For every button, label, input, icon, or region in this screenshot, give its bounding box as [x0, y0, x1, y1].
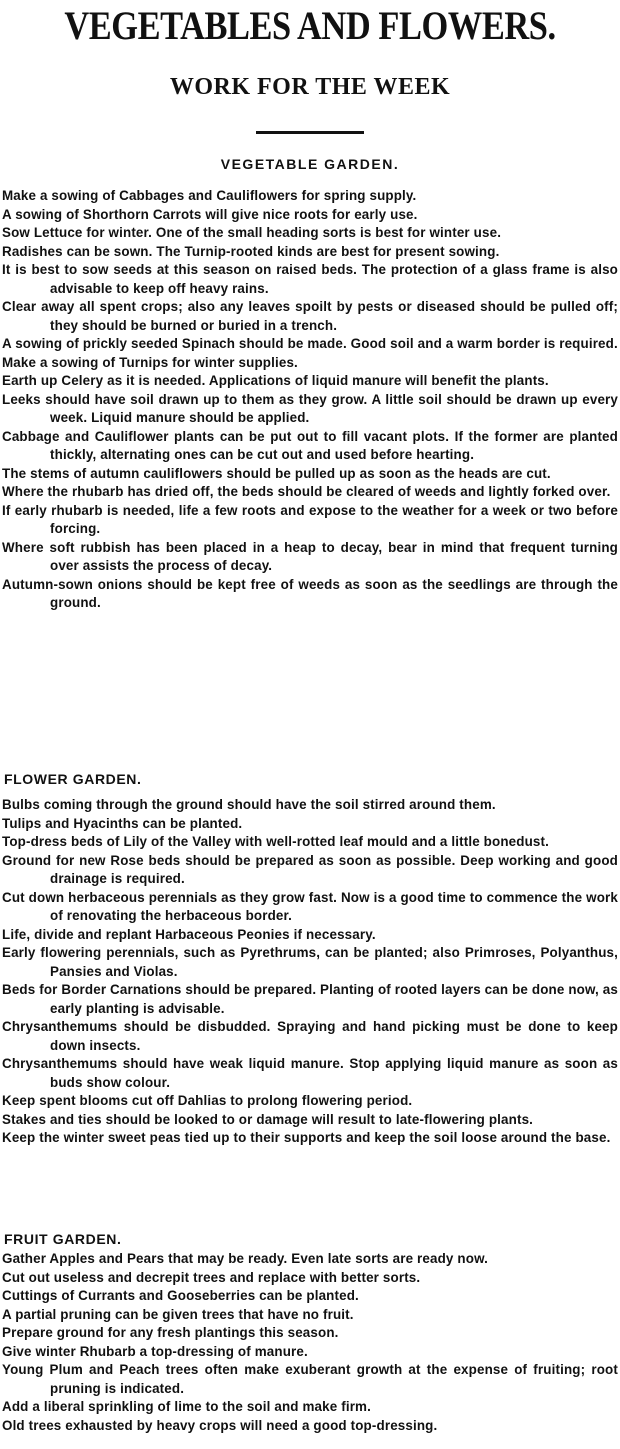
list-item: Keep the winter sweet peas tied up to their supports and keep the soil loose around the base. — [2, 1130, 611, 1145]
list-item: Add a liberal sprinkling of lime to the soil and make firm. — [2, 1399, 371, 1414]
list-item: Top-dress beds of Lily of the Valley with well-rotted leaf mould and a little bonedust. — [2, 834, 549, 849]
list-item: Cuttings of Currants and Gooseberries can be planted. — [2, 1288, 359, 1303]
list-item: Earth up Celery as it is needed. Applications of liquid manure will benefit the plants. — [2, 373, 549, 388]
article-subtitle: WORK FOR THE WEEK — [169, 74, 451, 100]
list-item: A sowing of Shorthorn Carrots will give nice roots for early use. — [2, 206, 418, 222]
list-item: Where soft rubbish has been placed in a heap to decay, bear in mind that frequent turning over assists the process of decay. — [2, 539, 618, 573]
list-item: Beds for Border Carnations should be prepared. Planting of rooted layers can be done now, as early planting is advisable. — [2, 982, 618, 1016]
list-item: Gather Apples and Pears that may be ready. Even late sorts are ready now. — [2, 1251, 489, 1266]
list-item: Leeks should have soil drawn up to them as they grow. A little soil should be drawn up every week. Liquid manure should be applied. — [2, 391, 618, 425]
list-item: Prepare ground for any fresh plantings this season. — [2, 1325, 339, 1340]
list-item: Autumn-sown onions should be kept free of weeds as soon as the seedlings are through the ground. — [2, 576, 618, 610]
list-item: Bulbs coming through the ground should have the soil stirred around them. — [2, 797, 496, 812]
title-divider — [256, 131, 364, 134]
list-item: Early flowering perennials, such as Pyrethrums, can be planted; also Primroses, Polyanthus, Pansies and Violas. — [2, 945, 618, 979]
flower-garden-heading: FLOWER GARDEN. — [4, 771, 142, 787]
list-item: Cabbage and Cauliflower plants can be put out to fill vacant plots. If the former are planted thickly, alternating ones can be cut out and used before hearting. — [2, 428, 618, 462]
list-item: Radishes can be sown. The Turnip-rooted kinds are best for present sowing. — [2, 243, 500, 259]
list-item: Chrysanthemums should be disbudded. Spraying and hand picking must be done to keep down insects. — [2, 1019, 618, 1053]
list-item: Tulips and Hyacinths can be planted. — [2, 815, 243, 831]
list-item: Chrysanthemums should have weak liquid manure. Stop applying liquid manure as soon as buds show colour. — [2, 1056, 618, 1090]
vegetable-garden-heading: VEGETABLE GARDEN. — [220, 156, 400, 172]
list-item: Cut down herbaceous perennials as they grow fast. Now is a good time to commence the work of renovating the herbaceous border. — [2, 889, 618, 923]
list-item: Ground for new Rose beds should be prepared as soon as possible. Deep working and good drainage is required. — [2, 852, 618, 886]
list-item: Stakes and ties should be looked to or damage will result to late-flowering plants. — [2, 1111, 534, 1127]
list-item: The stems of autumn cauliflowers should be pulled up as soon as the heads are cut. — [2, 465, 551, 481]
fruit-garden-list — [2, 1250, 618, 1435]
list-item: Cut out useless and decrepit trees and replace with better sorts. — [2, 1269, 421, 1285]
vegetable-garden-list — [2, 187, 618, 613]
list-item: Clear away all spent crops; also any leaves spoilt by pests or diseased should be pulled off; they should be burned or buried in a trench. — [2, 299, 618, 333]
list-item: It is best to sow seeds at this season on raised beds. The protection of a glass frame is also advisable to keep off heavy rains. — [2, 262, 618, 296]
fruit-garden-heading: FRUIT GARDEN. — [4, 1231, 122, 1247]
list-item: Young Plum and Peach trees often make exuberant growth at the expense of fruiting; root pruning is indicated. — [2, 1362, 618, 1396]
list-item: A sowing of prickly seeded Spinach should be made. Good soil and a warm border is required. — [2, 336, 618, 351]
list-item: If early rhubarb is needed, life a few roots and expose to the weather for a week or two before forcing. — [2, 502, 618, 536]
list-item: Keep spent blooms cut off Dahlias to prolong flowering period. — [2, 1093, 413, 1108]
list-item: Life, divide and replant Harbaceous Peonies if necessary. — [2, 926, 376, 942]
list-item: A partial pruning can be given trees that have no fruit. — [2, 1306, 354, 1322]
list-item: Make a sowing of Cabbages and Cauliflowers for spring supply. — [2, 188, 417, 203]
list-item: Sow Lettuce for winter. One of the small heading sorts is best for winter use. — [2, 225, 502, 240]
article-title: VEGETABLES AND FLOWERS. — [64, 3, 556, 48]
list-item: Old trees exhausted by heavy crops will need a good top-dressing. — [2, 1417, 438, 1433]
flower-garden-list — [2, 796, 618, 1148]
list-item: Where the rhubarb has dried off, the beds should be cleared of weeds and lightly forked over. — [2, 484, 611, 499]
list-item: Give winter Rhubarb a top-dressing of manure. — [2, 1343, 308, 1359]
list-item: Make a sowing of Turnips for winter supplies. — [2, 354, 298, 370]
